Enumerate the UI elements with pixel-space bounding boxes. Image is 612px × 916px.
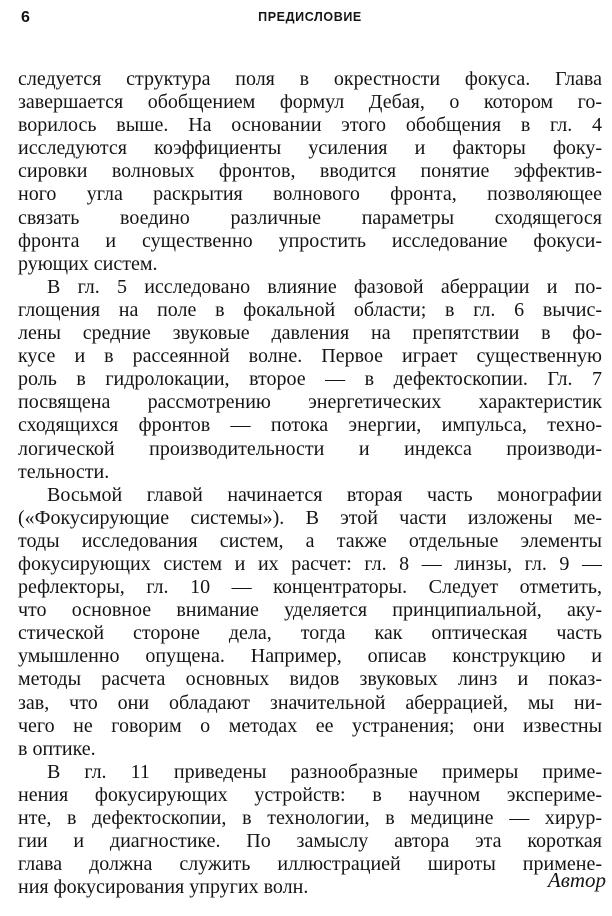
- running-head: [18, 8, 602, 32]
- text-line: сировки волновых фронтов, вводится понятие эффектив-: [18, 160, 602, 183]
- text-line: что основное внимание уделяется принципиальной, аку-: [18, 599, 602, 622]
- page-number: 6: [21, 9, 30, 26]
- text-line: связать воедино различные параметры сходящегося: [18, 206, 602, 229]
- text-line: роль в гидролокации, второе — в дефектоскопии. Гл. 7: [18, 368, 602, 391]
- text-line: зав, что они обладают значительной аберрацией, мы ни-: [18, 691, 602, 714]
- text-line: лены средние звуковые давления на препятствии в фо-: [18, 322, 602, 345]
- running-title: ПРЕДИСЛОВИЕ: [258, 10, 362, 24]
- text-line: тельности.: [18, 460, 110, 483]
- text-line: глава должна служить иллюстрацией широты примене-: [18, 853, 602, 876]
- text-line: ного угла раскрытия волнового фронта, позволяющее: [18, 183, 602, 206]
- text-line: кусе и в рассеянной волне. Первое играет существенную: [18, 345, 602, 368]
- text-line: завершается обобщением формул Дебая, о котором го-: [18, 91, 602, 114]
- text-line: гии и диагностике. По замыслу автора эта короткая: [18, 830, 602, 853]
- text-line: глощения на поле в фокальной области; в гл. 6 вычис-: [18, 298, 602, 321]
- text-line: нте, в дефектоскопии, в технологии, в медицине — хирур-: [18, 807, 602, 829]
- text-line: стической стороне дела, тогда как оптическая часть: [18, 622, 602, 645]
- text-line: исследуются коэффициенты усиления и факторы фоку-: [18, 137, 602, 160]
- author-signature: Автор: [547, 868, 606, 892]
- text-line: рефлекторы, гл. 10 — концентраторы. Следует отметить,: [18, 576, 602, 599]
- text-line: ворилось выше. На основании этого обобщения в гл. 4: [18, 114, 602, 137]
- text-line: посвящена рассмотрению энергетических характеристик: [18, 391, 602, 414]
- text-line: сходящихся фронтов — потока энергии, импульса, техно-: [18, 414, 602, 437]
- text-line: следуется структура поля в окрестности фокуса. Глава: [18, 68, 602, 90]
- book-page: [18, 8, 602, 908]
- text-line: В гл. 11 приведены разнообразные примеры приме-: [47, 760, 602, 783]
- text-line: тоды исследования систем, а также отдельные элементы: [18, 529, 602, 552]
- text-line: нения фокусирующих устройств: в научном экспериме-: [18, 783, 602, 806]
- text-line: ния фокусирования упругих волн.: [18, 876, 309, 899]
- body-text: [18, 68, 602, 899]
- text-line: логической производительности и индекса производи-: [18, 437, 602, 460]
- text-line: Восьмой главой начинается вторая часть монографии: [47, 483, 602, 506]
- text-line: в оптике.: [18, 737, 96, 760]
- text-line: В гл. 5 исследовано влияние фазовой аберрации и по-: [47, 275, 602, 298]
- text-line: методы расчета основных видов звуковых линз и показ-: [18, 668, 602, 691]
- text-line: рующих систем.: [18, 252, 158, 275]
- text-line: умышленно опущена. Например, описав конструкцию и: [18, 645, 602, 668]
- text-line: чего не говорим о методах ее устранения; они известны: [18, 714, 602, 737]
- text-line: фокусирующих систем и их расчет: гл. 8 — линзы, гл. 9 —: [18, 552, 602, 575]
- text-line: фронта и существенно упростить исследование фокуси-: [18, 229, 602, 252]
- text-line: («Фокусирующие системы»). В этой части изложены ме-: [18, 506, 602, 529]
